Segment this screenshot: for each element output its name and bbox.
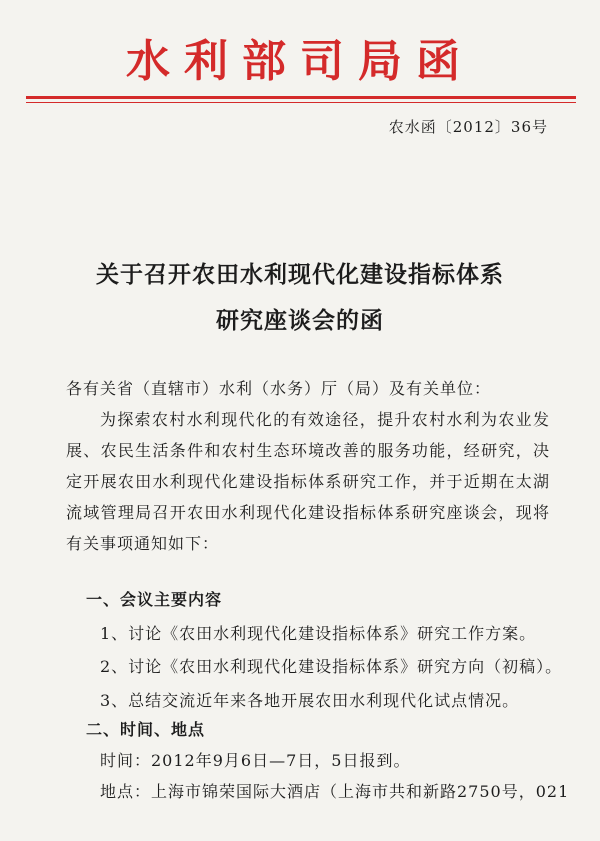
addressee: 各有关省（直辖市）水利（水务）厅（局）及有关单位：: [66, 379, 492, 398]
body-paragraph: 为探索农村水利现代化的有效途径，提升农村水利为农业发展、农民生活条件和农村生态环境改善的服务功能，经研究，决定开展农田水利现代化建设指标体系研究工作，并于近期在太湖流域管理局召开农田水利现代化建设指标体系研究座谈会，现将有关事项通知如下：: [66, 410, 550, 553]
agenda-item: 3、总结交流近年来各地开展农田水利现代化试点情况。: [100, 691, 520, 710]
agenda-item: 1、讨论《农田水利现代化建设指标体系》研究工作方案。: [100, 624, 537, 643]
document-number: 农水函〔2012〕36号: [388, 118, 548, 136]
meeting-time: 时间：2012年9月6日—7日，5日报到。: [100, 751, 411, 770]
section2-heading: 二、时间、地点: [86, 720, 206, 739]
document-title-line1: 关于召开农田水利现代化建设指标体系: [96, 262, 504, 288]
meeting-place: 地点：上海市锦荣国际大酒店（上海市共和新路2750号，021: [100, 782, 570, 801]
letterhead-rule-thick: [26, 96, 576, 99]
agenda-item: 2、讨论《农田水利现代化建设指标体系》研究方向（初稿）。: [100, 657, 563, 676]
letterhead-rule-thin: [26, 102, 576, 103]
letterhead-title: 水利部司局函: [126, 36, 474, 87]
document-title-line2: 研究座谈会的函: [216, 308, 384, 334]
section1-heading: 一、会议主要内容: [86, 590, 223, 609]
